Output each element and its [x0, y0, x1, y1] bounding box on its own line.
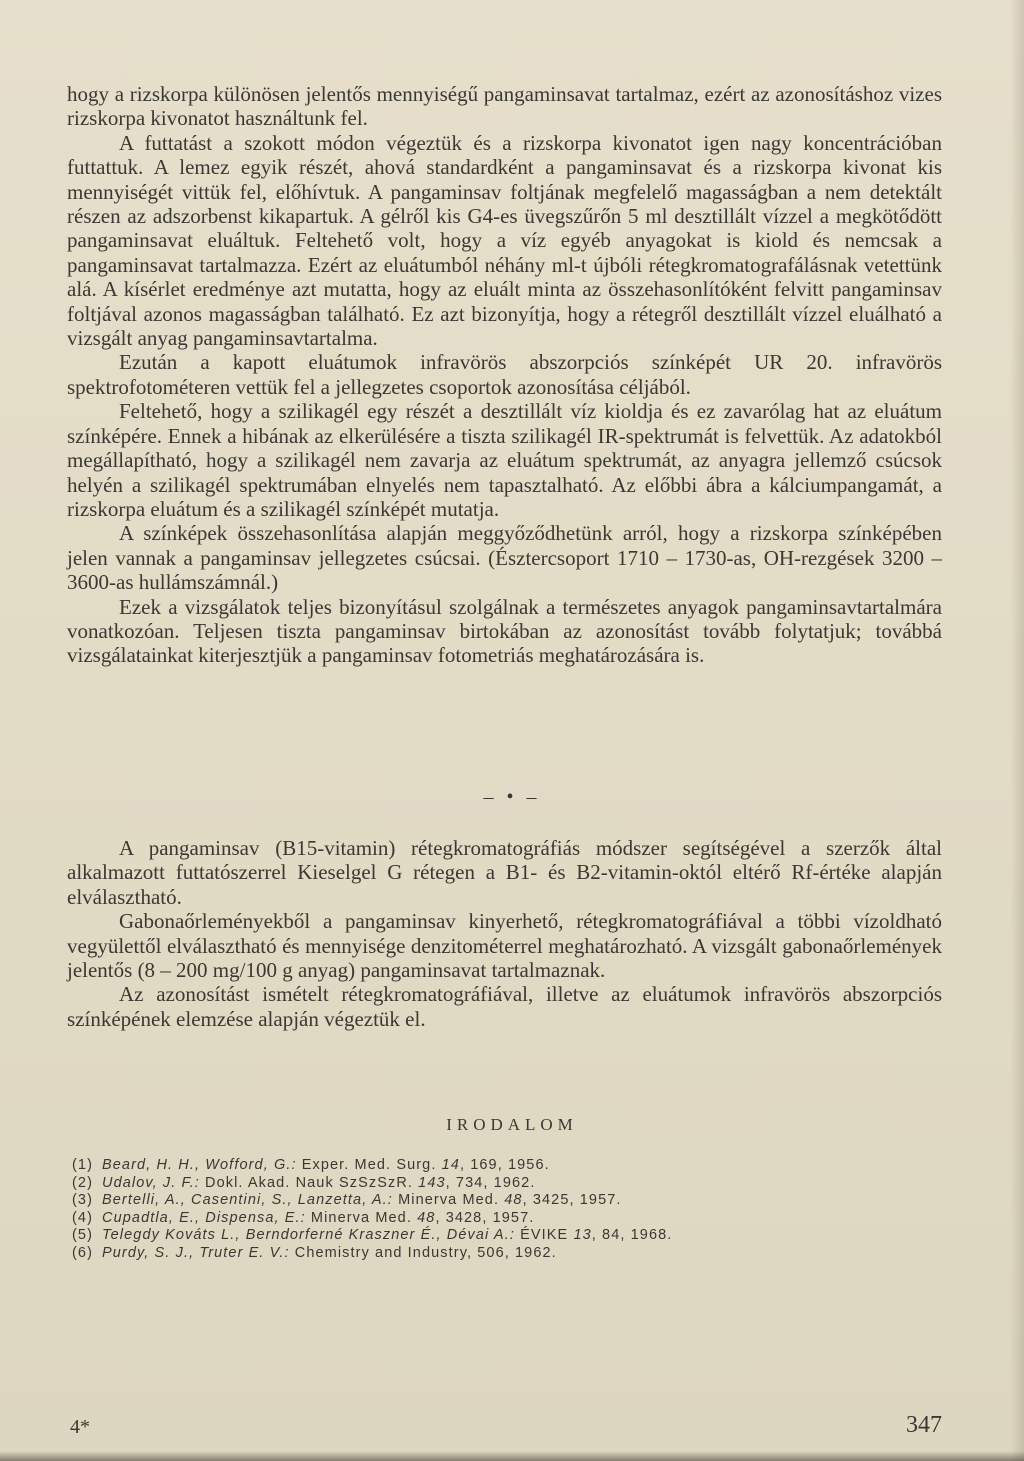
paragraph: Ezután a kapott eluátumok infravörös abszorpciós színképét UR 20. infravörös spektrofotométeren vettük fel a jellegzetes csoportok azonosítása céljából.	[67, 350, 942, 399]
reference-pages-year: , 169, 1956.	[459, 1157, 550, 1173]
reference-source: Minerva Med.	[392, 1192, 505, 1209]
reference-item	[72, 1175, 942, 1193]
reference-authors: Beard, H. H., Wofford, G.:	[102, 1157, 297, 1173]
reference-number: (5)	[72, 1227, 94, 1244]
reference-volume: 48	[504, 1192, 523, 1209]
reference-volume: 48	[417, 1209, 436, 1226]
signature-mark: 4*	[70, 1416, 90, 1438]
page-edge-shadow	[1010, 0, 1024, 1461]
reference-authors: Telegdy Kováts L., Berndorferné Kraszner É., Dévai A.:	[102, 1227, 515, 1244]
reference-pages-year: , 3425, 1957.	[522, 1192, 622, 1209]
reference-number: (4)	[72, 1209, 94, 1226]
reference-number: (1)	[72, 1157, 94, 1173]
body-text	[67, 82, 942, 668]
reference-item	[72, 1227, 942, 1245]
reference-authors: Purdy, S. J., Truter E. V.:	[102, 1244, 290, 1261]
reference-source: Dokl. Akad. Nauk SzSzSzR.	[199, 1174, 419, 1191]
reference-pages-year: , 3428, 1957.	[435, 1209, 535, 1226]
reference-number: (6)	[72, 1244, 94, 1261]
summary-paragraph: Gabonaőrleményekből a pangaminsav kinyerhető, rétegkromatográfiával a többi vízoldható vegyülettől elválasztható és mennyisége denzitométerrel meghatározható. A vizsgált gabonaőrlemények jelentős (8 – 200 mg/100 g anyag) pangaminsavat tartalmaznak.	[67, 909, 942, 983]
paragraph: Ezek a vizsgálatok teljes bizonyításul szolgálnak a természetes anyagok pangaminsavtartalmára vonatkozóan. Teljesen tiszta pangaminsav birtokában az azonosítást tovább folytatjuk; továbbá vizsgálatainkat kiterjesztjük a pangaminsav fotometriás meghatározására is.	[67, 594, 942, 668]
summary-paragraph: Az azonosítást ismételt rétegkromatográfiával, illetve az eluátumok infravörös abszorpciós színképének elemzése alapján végeztük el.	[67, 982, 942, 1031]
reference-pages-year: , 734, 1962.	[445, 1174, 536, 1191]
summary-text	[67, 836, 942, 1031]
reference-authors: Bertelli, A., Casentini, S., Lanzetta, A.:	[102, 1192, 393, 1209]
reference-number: (3)	[72, 1192, 94, 1209]
paragraph: A futtatást a szokott módon végeztük és a rizskorpa kivonatot igen nagy koncentrációban futtattuk. A lemez egyik részét, ahová standardként a pangaminsavat és a rizskorpa kivonat kis mennyiségét vittük fel, előhívtuk. A pangaminsav foltjának megfelelő magasságban a nem detektált részen az adszorbenst kikapartuk. A gélről kis G4-es üvegszűrőn 5 ml desztillált vízzel a megkötődött pangaminsavat eluáltuk. Feltehető volt, hogy a víz egyéb anyagokat is kiold és nemcsak a pangaminsavat tartalmazza. Ezért az eluátumból néhány ml-t újbóli rétegkromatografálásnak vetettünk alá. A kísérlet eredménye azt mutatta, hogy az eluált minta az összehasonlítóként felvitt pangaminsav foltjával azonos magasságban található. Ez azt bizonyítja, hogy a rétegről desztillált vízzel eluálható a vizsgált anyag pangaminsavtartalma.	[67, 130, 942, 351]
section-separator: – • –	[483, 786, 541, 808]
summary-paragraph: A pangaminsav (B15-vitamin) rétegkromatográfiás módszer segítségével a szerzők által alkalmazott futtatószerrel Kieselgel G rétegen a B1- és B2-vitamin-októl eltérő Rf-értéke alapján elválasztható.	[67, 836, 942, 909]
reference-number: (2)	[72, 1174, 94, 1191]
reference-authors: Udalov, J. F.:	[102, 1174, 200, 1191]
reference-volume: 143	[418, 1174, 446, 1191]
reference-list	[72, 1157, 942, 1263]
reference-item	[72, 1157, 942, 1175]
reference-source: Chemistry and Industry, 506, 1962.	[289, 1244, 557, 1261]
reference-item	[72, 1210, 942, 1228]
reference-source: ÉVIKE	[514, 1227, 574, 1244]
reference-item	[72, 1245, 942, 1263]
paragraph: Feltehető, hogy a szilikagél egy részét a desztillált víz kioldja és ez zavarólag hat az eluátum színképére. Ennek a hibának az elkerülésére a tiszta szilikagél IR-spektrumát is felvettük. Az adatokból megállapítható, hogy a szilikagél nem zavarja az eluátum spektrumát, az anyagra jellemző csúcsok helyén a szilikagél spektrumában elnyelés nem tapasztalható. Az előbbi ábra a kálciumpangamát, a rizskorpa eluátum és a szilikagél színképét mutatja.	[67, 399, 942, 521]
reference-source: Exper. Med. Surg.	[296, 1157, 442, 1173]
paragraph: hogy a rizskorpa különösen jelentős mennyiségű pangaminsavat tartalmaz, ezért az azonosításhoz vizes rizskorpa kivonatot használtunk fel.	[67, 82, 942, 131]
reference-volume: 13	[573, 1227, 592, 1244]
page-bottom-edge	[0, 1451, 1024, 1461]
reference-authors: Cupadtla, E., Dispensa, E.:	[102, 1209, 306, 1226]
page-number: 347	[906, 1412, 942, 1438]
reference-item	[72, 1192, 942, 1210]
reference-source: Minerva Med.	[305, 1209, 418, 1226]
references-heading: IRODALOM	[446, 1115, 578, 1134]
reference-volume: 14	[441, 1157, 460, 1173]
paragraph: A színképek összehasonlítása alapján meggyőződhetünk arról, hogy a rizskorpa színképében jelen vannak a pangaminsav jellegzetes csúcsai. (Észtercsoport 1710 – 1730-as, OH-rezgések 3200 – 3600-as hullámszámnál.)	[67, 521, 942, 595]
reference-pages-year: , 84, 1968.	[591, 1227, 673, 1244]
